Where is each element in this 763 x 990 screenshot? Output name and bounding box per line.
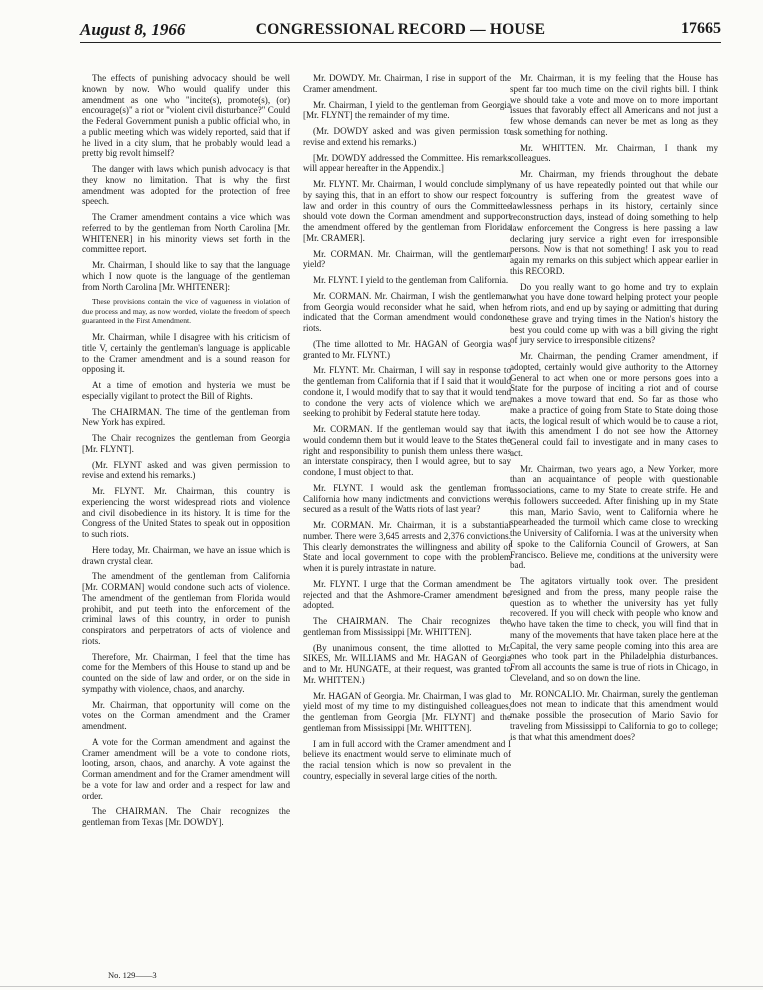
- header-date: August 8, 1966: [80, 20, 186, 39]
- paragraph: Mr. CORMAN. If the gentleman would say that it would condemn them but it would leave to the States the right and responsibility to punish them unless there was an interstate conspiracy, then I would agree, but to say condone, I must object to that.: [303, 424, 511, 477]
- paragraph: Mr. CORMAN. Mr. Chairman, I wish the gentleman from Georgia would reconsider what he said, when he indicated that the Corman amendment would condone riots.: [303, 290, 511, 333]
- paragraph: Mr. FLYNT. I yield to the gentleman from California.: [313, 275, 509, 285]
- paragraph: The CHAIRMAN. The time of the gentleman from New York has expired.: [82, 406, 290, 428]
- folio-number: No. 129——3: [108, 970, 157, 980]
- paragraph: Mr. CORMAN. Mr. Chairman, it is a substantial number. There were 3,645 arrests and 2,376 convictions. This clearly demonstrates the willingness and ability of State and local government to cope with the problem when it is purely intrastate in nature.: [303, 520, 511, 573]
- paragraph: [Mr. DOWDY addressed the Committee. His remarks will appear hereafter in the Appendix.]: [303, 152, 511, 174]
- paragraph: A vote for the Corman amendment and against the Cramer amendment will be a vote to condone riots, looting, arson, chaos, and anarchy. A vote against the Corman amendment and for the Cramer amendment will be a vote for law and order and a respect for law and order.: [82, 736, 290, 801]
- paragraph: (Mr. FLYNT asked and was given permission to revise and extend his remarks.): [82, 459, 290, 481]
- paragraph: Mr. HAGAN of Georgia. Mr. Chairman, I was glad to yield most of my time to my distinguished colleagues, the gentleman from Georgia [Mr. FLYNT] and the gentleman from Mississippi [Mr. WHITTEN].: [303, 690, 511, 733]
- paragraph: Mr. FLYNT. I urge that the Corman amendment be rejected and that the Ashmore-Cramer amendment be adopted.: [303, 578, 511, 611]
- paragraph: The CHAIRMAN. The Chair recognizes the gentleman from Texas [Mr. DOWDY].: [82, 806, 290, 828]
- paragraph: Do you really want to go home and try to explain what you have done toward helping protect your people from riots, and end up by saying or admitting that during these grave and trying times in the Nation's history the best you could come up with was a bill giving the right of jury service to irresponsible citizens?: [510, 281, 718, 346]
- paragraph: The danger with laws which punish advocacy is that they know no limitation. That is why the first amendment was adopted for the protection of free speech.: [82, 164, 290, 207]
- paragraph: Mr. FLYNT. Mr. Chairman, I will say in response to the gentleman from California that if I said that it would condone it, I would modify that to say that it would tend to condone the very acts of violence which we are seeking to prohibit by Federal statute here today.: [303, 365, 511, 419]
- paragraph: Mr. WHITTEN. Mr. Chairman, I thank my colleagues.: [510, 142, 718, 164]
- paragraph: Mr. FLYNT. I would ask the gentleman from California how many indictments and convictions were secured as a result of the Watts riots of last year?: [303, 482, 511, 515]
- column-middle: [303, 73, 511, 787]
- paragraph: Mr. Chairman, that opportunity will come on the votes on the Corman amendment and the Cramer amendment.: [82, 699, 290, 732]
- paragraph: These provisions contain the vice of vagueness in violation of due process and may, as now worded, violate the freedom of speech guaranteed in the First Amendment.: [82, 297, 290, 325]
- paragraph: I am in full accord with the Cramer amendment and I believe its enactment would serve to eliminate much of the racial tension which is now so prevalent in the country, especially in several large cities of the north.: [303, 738, 511, 781]
- paragraph: Mr. DOWDY. Mr. Chairman, I rise in support of the Cramer amendment.: [303, 73, 511, 94]
- paragraph: The Cramer amendment contains a vice which was referred to by the gentleman from North Carolina [Mr. WHITENER] in his minority views set forth in the committee report.: [82, 212, 290, 255]
- paragraph: Mr. RONCALIO. Mr. Chairman, surely the gentleman does not mean to indicate that this amendment would make possible the prosecution of Mario Savio for traveling from Mississippi to California to go to college; is that what this amendment does?: [510, 688, 719, 742]
- paragraph: (The time allotted to Mr. HAGAN of Georgia was granted to Mr. FLYNT.): [303, 338, 511, 360]
- column-left: [82, 73, 290, 833]
- paragraph: Mr. Chairman, the pending Cramer amendment, if adopted, certainly would give authority to the Attorney General to act when one or more persons goes into a State for the purpose of inciting a riot and of course makes a move toward that end. So far as those who make a practice of going from State to State doing those acts, the logical result of which would be to cause a riot, with this amendment I do not see how the Attorney General could fail to investigate and in many cases to act.: [510, 351, 718, 458]
- paragraph: The Chair recognizes the gentleman from Georgia [Mr. FLYNT].: [82, 433, 290, 454]
- paragraph: Mr. FLYNT. Mr. Chairman, I would conclude simply by saying this, that in an effort to show our respect for law and order in this country of ours the Committee should vote down the Corman amendment and support the amendment offered by the gentleman from Florida [Mr. CRAMER].: [303, 179, 511, 243]
- paragraph: Therefore, Mr. Chairman, I feel that the time has come for the Members of this House to stand up and be counted on the side of law and order, or on the side in sympathy with violence, chaos, and anarchy.: [82, 651, 290, 694]
- paragraph: Mr. Chairman, I should like to say that the language which I now quote is the language of the gentleman from North Carolina [Mr. WHITENER]:: [82, 260, 290, 292]
- paragraph: (By unanimous consent, the time allotted to Mr. SIKES, Mr. WILLIAMS and Mr. HAGAN of Georgia and to Mr. HUNGATE, at their request, was granted to Mr. WHITTEN.): [303, 642, 511, 685]
- paragraph: Mr. Chairman, my friends throughout the debate many of us have repeatedly pointed out that while our country is suffering from the greatest wave of lawlessness perhaps in its history, certainly since reconstruction days, instead of doing something to help law enforcement the Congress is here passing a law declaring jury service a right even for irresponsible persons. Now is that not something! I ask you to read again my remarks on this subject which appear earlier in this RECORD.: [510, 169, 718, 276]
- paragraph: The effects of punishing advocacy should be well known by now. Who would qualify under this amendment as one who "incite(s), promote(s), (or) encourage(s)" a riot or "violent civil disturbance?" Could the Federal Government punish a public official who, in a public meeting which was widely reported, said that if he lived in a city slum, that he probably would lead a pretty big revolt himself?: [82, 73, 290, 159]
- paragraph: The amendment of the gentleman from California [Mr. CORMAN] would condone such acts of violence. The amendment of the gentleman from Florida would prohibit, and put teeth into the enforcement of the criminal laws of this country, in order to punish conspirators and perpetrators of acts of violence and riots.: [82, 571, 290, 646]
- column-right: [510, 73, 718, 747]
- paragraph: The agitators virtually took over. The president resigned and from the press, many people raise the question as to whether the university has yet fully recovered. If you will check with people who know and who have taken the time to check, you will find that in many of the movements that have taken place here at the Capital, the very same people coming into this area are ones who took part in the Philadelphia disturbances. From all accounts the same is true of riots in Chicago, in Cleveland, and so on down the line.: [510, 576, 718, 683]
- header-page-number: 17665: [681, 20, 721, 37]
- paragraph: Mr. Chairman, two years ago, a New Yorker, more than an acquaintance of people with questionable associations, came to my State to create strife. He and his followers succeeded. After finishing up in my State this man, Mario Savio, went to California where he spearheaded the turmoil which came close to wrecking the University of California. I was at the university when I spoke to the California Council of Growers, at San Francisco. Believe me, conditions at the university were bad.: [510, 463, 718, 571]
- bottom-rule: [0, 986, 763, 987]
- paragraph: Mr. Chairman, I yield to the gentleman from Georgia [Mr. FLYNT] the remainder of my time.: [303, 99, 511, 121]
- paragraph: Mr. Chairman, while I disagree with his criticism of title V, certainly the gentleman's language is applicable to the Cramer amendment and is a sound reason for opposing it.: [82, 332, 290, 375]
- paragraph: Mr. Chairman, it is my feeling that the House has spent far too much time on the civil rights bill. I think we should take a vote and move on to more important issues that favorably effect all Americans and not just a few whose demands can never be met as long as they ask something for nothing.: [510, 73, 718, 137]
- header-title: CONGRESSIONAL RECORD — HOUSE: [255, 21, 546, 38]
- paragraph: At a time of emotion and hysteria we must be especially vigilant to protect the Bill of Rights.: [82, 380, 290, 401]
- paragraph: (Mr. DOWDY asked and was given permission to revise and extend his remarks.): [303, 126, 511, 147]
- paragraph: Mr. FLYNT. Mr. Chairman, this country is experiencing the worst widespread riots and violence and civil disobedience in its history. It is time for the Congress of the United States to speak out in opposition to such riots.: [82, 486, 290, 540]
- paragraph: The CHAIRMAN. The Chair recognizes the gentleman from Mississippi [Mr. WHITTEN].: [303, 616, 511, 637]
- page-header: [80, 20, 721, 43]
- paragraph: Here today, Mr. Chairman, we have an issue which is drawn crystal clear.: [82, 544, 290, 566]
- paragraph: Mr. CORMAN. Mr. Chairman, will the gentleman yield?: [303, 248, 511, 270]
